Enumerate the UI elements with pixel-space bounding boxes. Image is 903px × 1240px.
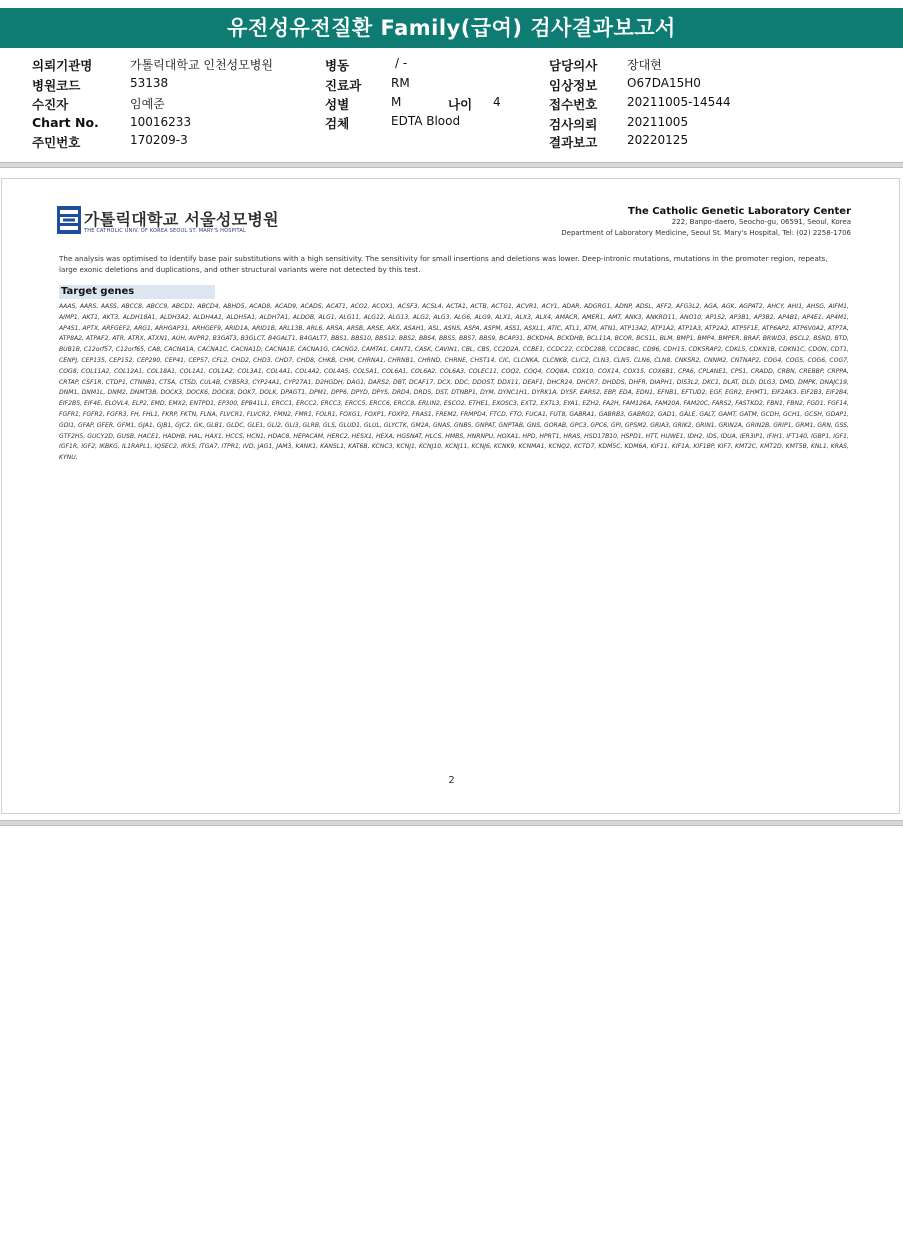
resident-no-value: 170209-3 (130, 133, 188, 147)
ward-label: 병동 (325, 58, 350, 73)
page-number: 2 (448, 775, 455, 786)
specimen-label: 검체 (325, 116, 350, 131)
hospital-logo-korean: 가톨릭대학교 서울성모병원 (84, 210, 279, 229)
lab-center-address: 222, Banpo-daero, Seocho-gu, 06591, Seoul, Korea (671, 218, 851, 226)
age-label: 나이 (448, 97, 473, 112)
hospital-code-value: 53138 (130, 76, 169, 90)
request-date-value: 20211005 (627, 115, 689, 129)
patient-label: 수진자 (32, 97, 69, 112)
clinical-info-label: 임상정보 (549, 78, 598, 93)
department-label: 진료과 (325, 78, 362, 93)
report-title: 유전성유전질환 Family(급여) 검사결과보고서 (0, 8, 903, 48)
ward-value: / - (395, 56, 408, 70)
department-value: RM (391, 76, 410, 90)
patient-value: 임예준 (130, 97, 165, 111)
hospital-code-label: 병원코드 (32, 78, 81, 93)
chart-no-label: Chart No. (32, 115, 99, 130)
sex-value: M (391, 95, 402, 109)
target-genes-heading: Target genes (59, 285, 215, 299)
resident-no-label: 주민번호 (32, 135, 81, 150)
receipt-no-value: 20211005-14544 (627, 95, 731, 109)
lab-center-department: Department of Laboratory Medicine, Seoul St. Mary's Hospital, Tel: (02) 2258-1706 (561, 229, 851, 237)
specimen-value: EDTA Blood (391, 114, 461, 128)
target-genes-list: AAAS, AARS, AASS, ABCC8, ABCC9, ABCD1, ABCD4, ABHD5, ACAD8, ACAD9, ACADS, ACAT1, ACO2, ACOX1, ACSF3, ACSL4, ACTA1, ACTB, ACTG1, ACVR1, ACY1, ADAR, ADGRG1, ADNP, ADSL, AFF2, AFG3L2, AGA, AGK, AGPAT2, AHCY, AHI1, AHSG, AIFM1, AIMP1, AKT1, AKT3, ALDH18A1, ALDH3A2, ALDH4A1, ALDH5A1, ALDH7A1, ALDOB, ALG1, ALG11, ALG12, ALG13, ALG2, ALG3, ALG6, ALG9, ALX1, ALX3, ALX4, AMACR, AMER1, AMT, ANK3, ANKRD11, ANO10, AP1S2, AP3B1, AP3B2, AP4B1, AP4E1, AP4M1, AP4S1, APTX, ARFGEF2, ARG1, ARHGAP31, ARHGEF9, ARID1A, ARID1B, ARL13B, ARL6, ARSA, ARSB, ARSE, ARX, ASAH1, ASL, ASNS, ASPA, ASPM, ASS1, ASXL1, ATIC, ATL1, ATM, ATN1, ATP13A2, ATP1A2, ATP1A3, ATP2A2, ATP5F1E, ATP6AP2, ATP6V0A2, ATP7A, ATP8A2, ATPAF2, ATR, ATRX, ATXN1, AUH, AVPR2, B3GAT3, B3GLCT, B4GALT1, B4GALT7, BBS1, BBS10, BBS12, BBS2, BBS4, BBS5, BBS7, BBS9, BCAP31, BCKDHA, BCKDHB, BCL11A, BCOR, BCS1L, BLM, BMP1, BMP4, BMPER, BRAF, BRWD3, BSCL2, BSND, BTD, BUB1B, C12orf57, C12orf65, CA8, CACNA1A, CACNA1C, CACNA1D, CACNA1E, CACNA1G, CACNG2, CAMTA1, CANT1, CASK, CAVIN1, CBL, CBS, CC2D2A, CCBE1, CCDC22, CCDC28B, CCDC88C, CD96, CDH15, CDK5RAP2, CDKL5, CDKN1B, CDKN1C, CDON, CDT1, CENPJ, CEP135, CEP152, CEP290, CEP41, CEP57, CFL2, CHD2, CHD3, CHD7, CHD8, CHKB, CHM, CHRNA1, CHRNB1, CHRND, CHRNE, CHST14, CIC, CLCNKA, CLCNKB, CLIC2, CLN3, CLN5, CLN6, CLN8, CNKSR2, CNNM2, CNTNAP2, COG4, COG5, COG6, COG7, COG8, COL11A2, COL12A1, COL18A1, COL1A1, COL1A2, COL3A1, COL4A1, COL4A2, COL4A5, COL5A1, COL6A1, COL6A2, COL6A3, COLEC11, COQ2, COQ4, COQ8A, COX10, COX14, COX15, COX6B1, CPA6, CPLANE1, CPS1, CRADD, CRBN, CREBBP, CRPPA, CRTAP, CSF1R, CTDP1, CTNNB1, CTSA, CTSD, CUL4B, CYB5R3, CYP24A1, CYP27A1, D2HGDH, DAG1, DARS2, DBT, DCAF17, DCX, DDC, DDOST, DDX11, DEAF1, DHCR24, DHCR7, DHDDS, DHFR, DIAPH1, DIS3L2, DKC1, DLAT, DLD, DLG3, DMD, DMPK, DNAJC19, DNM1, DNM1L, DNM2, DNMT3B, DOCK3, DOCK6, DOCK8, DOK7, DOLK, DPAGT1, DPM1, DPP6, DPYD, DPYS, DRD4, DRD5, DST, DTNBP1, DYM, DYNC1H1, DYRK1A, DYSF, EARS2, EBP, EDA, EDN1, EFNB1, EFTUD2, EGF, EGR2, EHMT1, EIF2AK3, EIF2B3, EIF2B4, EIF2B5, EIF4E, ELOVL4, ELP2, EMD, EMX2, ENTPD1, EP300, EPB41L1, ERCC1, ERCC2, ERCC3, ERCC5, ERCC6, ERCC8, ERLIN2, ESCO2, ETHE1, EXOSC3, EXT2, EXTL3, EYA1, EZH2, FA2H, FAM126A, FAM20A, FAM20C, FARS2, FASTKD2, FBN1, FBN2, FGD1, FGF14, FGFR1, FGFR2, FGFR3, FH, FHL1, FKRP, FKTN, FLNA, FLVCR1, FLVCR2, FMN2, FMR1, FOLR1, FOXG1, FOXP1, FOXP2, FRAS1, FREM2, FRMPD4, FTCD, FTO, FUCA1, FUT8, GABRA1, GABRB3, GABRG2, GAD1, GALE, GALT, GAMT, GATM, GCDH, GCH1, GCSH, GDAP1, GDI1, GFAP, GFER, GFM1, GJA1, GJB1, GJC2, GK, GLB1, GLDC, GLE1, GLI2, GLI3, GLRB, GLS, GLUD1, GLUL, GLYCTK, GM2A, GNAS, GNB5, GNPAT, GNPTAB, GNS, GORAB, GPC3, GPC6, GPI, GPSM2, GRIA3, GRIK2, GRIN1, GRIN2A, GRIN2B, GRIP1, GRM1, GRN, GSS, GTF2H5, GUCY2D, GUSB, HACE1, HADHB, HAL, HAX1, HCCS, HCN1, HDAC8, HEPACAM, HERC2, HESX1, HEXA, HGSNAT, HLCS, HMBS, HNRNPU, HOXA1, HPD, HPRT1, HRAS, HSD17B10, HSPD1, HTT, HUWE1, IDH2, IDS, IDUA, IER3IP1, IFIH1, IFT140, IGBP1, IGF1, IGF1R, IGF2, IKBKG, IL1RAPL1, IQSEC2, IRX5, ITGA7, ITPR1, IVD, JAG1, JAM3, KANK1, KANSL1, KAT6B, KCNC3, KCNJ1, KCNJ10, KCNJ11, KCNJ6, KCNK9, KCNMA1, KCNQ2, KCTD7, KDM5C, KDM6A, KIF11, KIF1A, KIF1BP, KIF7, KMT2C, KMT2D, KMT5B, KNL1, KRAS, KYNU, (59, 303, 849, 462)
doctor-label: 담당의사 (549, 58, 598, 73)
divider-top (0, 162, 903, 168)
doctor-value: 장대현 (627, 58, 662, 72)
institution-label: 의뢰기관명 (32, 58, 93, 73)
catholic-hospital-logo-icon (57, 206, 81, 234)
sex-label: 성별 (325, 97, 350, 112)
clinical-info-value: O67DA15H0 (627, 76, 701, 90)
report-date-value: 20220125 (627, 133, 689, 147)
lab-center-name: The Catholic Genetic Laboratory Center (628, 206, 851, 217)
receipt-no-label: 접수번호 (549, 97, 598, 112)
patient-info-panel (0, 52, 903, 152)
divider-bottom (0, 820, 903, 826)
report-date-label: 결과보고 (549, 135, 598, 150)
request-date-label: 검사의뢰 (549, 117, 598, 132)
chart-no-value: 10016233 (130, 115, 192, 129)
age-value: 4 (493, 95, 501, 109)
hospital-logo-english: THE CATHOLIC UNIV. OF KOREA SEOUL ST. MARY'S HOSPITAL (84, 228, 247, 234)
report-page (1, 178, 900, 814)
institution-value: 가톨릭대학교 인천성모병원 (130, 58, 273, 72)
analysis-note: The analysis was optimised to identify base pair substitutions with a high sensitivity. The sensitivity for small insertions and deletions was lower. Deep-intronic mutations, mutations in the promoter region, repeats, large exonic deletions and duplications, and other structural variants were not detected by this test. (59, 254, 828, 274)
